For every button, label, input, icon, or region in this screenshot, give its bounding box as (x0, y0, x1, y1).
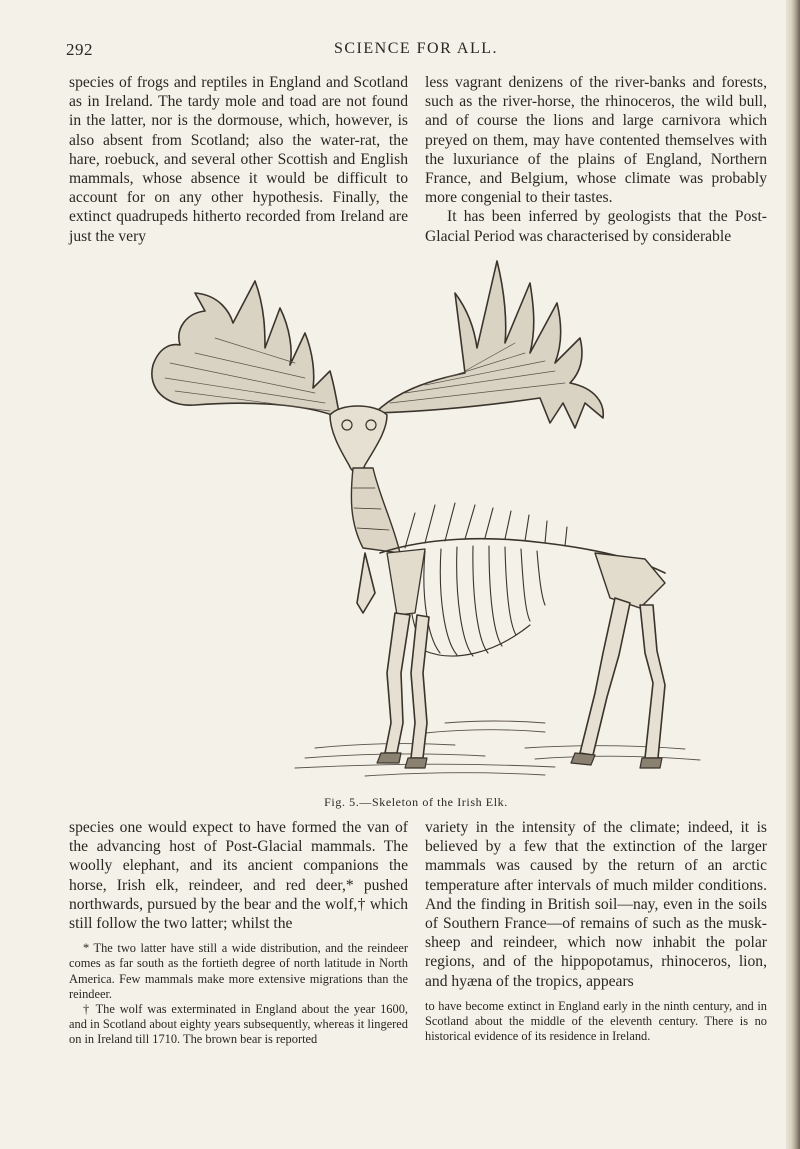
neck-vertebrae (351, 468, 400, 553)
paragraph: variety in the intensity of the climate; indeed, it is believed by a few that the extinction of the larger mammals was caused by the return of an arctic temperature after intervals of much milder conditions. And the finding in British soil—nay, even in the soils of Southern France—of remains of such as the musk-sheep and reindeer, which now inhabit the polar regions, and of the hippopotamus, rhinoceros, lion, and hyæna of the tropics, appears (425, 819, 767, 990)
pelvis (595, 553, 665, 608)
column-top-right (425, 73, 767, 246)
running-head (66, 40, 766, 62)
figure-caption: Fig. 5.—Skeleton of the Irish Elk. (324, 795, 508, 809)
paragraph: It has been inferred by geologists that the Post-Glacial Period was characterised by considerable (425, 208, 767, 245)
column-top-left (69, 73, 408, 246)
paragraph: species one would expect to have formed the van of the advancing host of Post-Glacial mammals. The woolly elephant, and its ancient companions the horse, Irish elk, reindeer, and red deer,* pushed northwards, pursued by the bear and the wolf,† which still follow the two latter; whilst the (69, 819, 408, 933)
footnote-star: * The two latter have still a wide distribution, and the reindeer comes as far south as the fortieth degree of north latitude in North America. Few mammals make more extensive migrations than the reindeer. (69, 941, 408, 1001)
column-bottom-right (425, 818, 767, 1044)
page-number: 292 (66, 40, 93, 59)
paragraph: less vagrant denizens of the river-banks and forests, such as the river-horse, the rhinoceros, the wild bull, and of course the lions and large carnivora which preyed on them, may have contented themselves with the luxuriance of the plains of England, Northern France, and Belgium, whose climate was probably more congenial to their tastes. (425, 74, 767, 207)
paragraph: species of frogs and reptiles in England and Scotland as in Ireland. The tardy mole and toad are not found in the latter, nor is the dormouse, which, however, is also absent from Scotland; also the water-rat, the hare, roebuck, and several other Scottish and English mammals, whose absence it would be difficult to account for on any other hypothesis. Finally, the extinct quadrupeds hitherto recorded from Ireland are just the very (69, 74, 408, 245)
column-bottom-left (69, 818, 408, 1048)
rib-cage (408, 546, 545, 656)
irish-elk-skeleton-illustration (125, 253, 725, 793)
footnote-dagger: † The wolf was exterminated in England about the year 1600, and in Scotland about eighty years subsequently, whereas it lingered on in Ireland till 1710. The brown bear is reported (69, 1002, 408, 1047)
scapula (387, 549, 425, 615)
footnotes (69, 941, 408, 1047)
footnotes-continued (425, 999, 767, 1045)
ground-shading (295, 721, 700, 776)
elk-skeleton-drawing (125, 253, 725, 793)
footnote-dagger-continued: to have become extinct in England early in the ninth century, and in Scotland about the middle of the eleventh century. There is no historical evidence of its residence in Ireland. (425, 998, 767, 1044)
skull (330, 406, 387, 473)
running-title: SCIENCE FOR ALL. (333, 40, 498, 57)
page-edge-shadow (786, 0, 800, 1149)
left-antler (152, 281, 340, 418)
right-antler (375, 261, 603, 428)
hind-legs (580, 598, 665, 758)
